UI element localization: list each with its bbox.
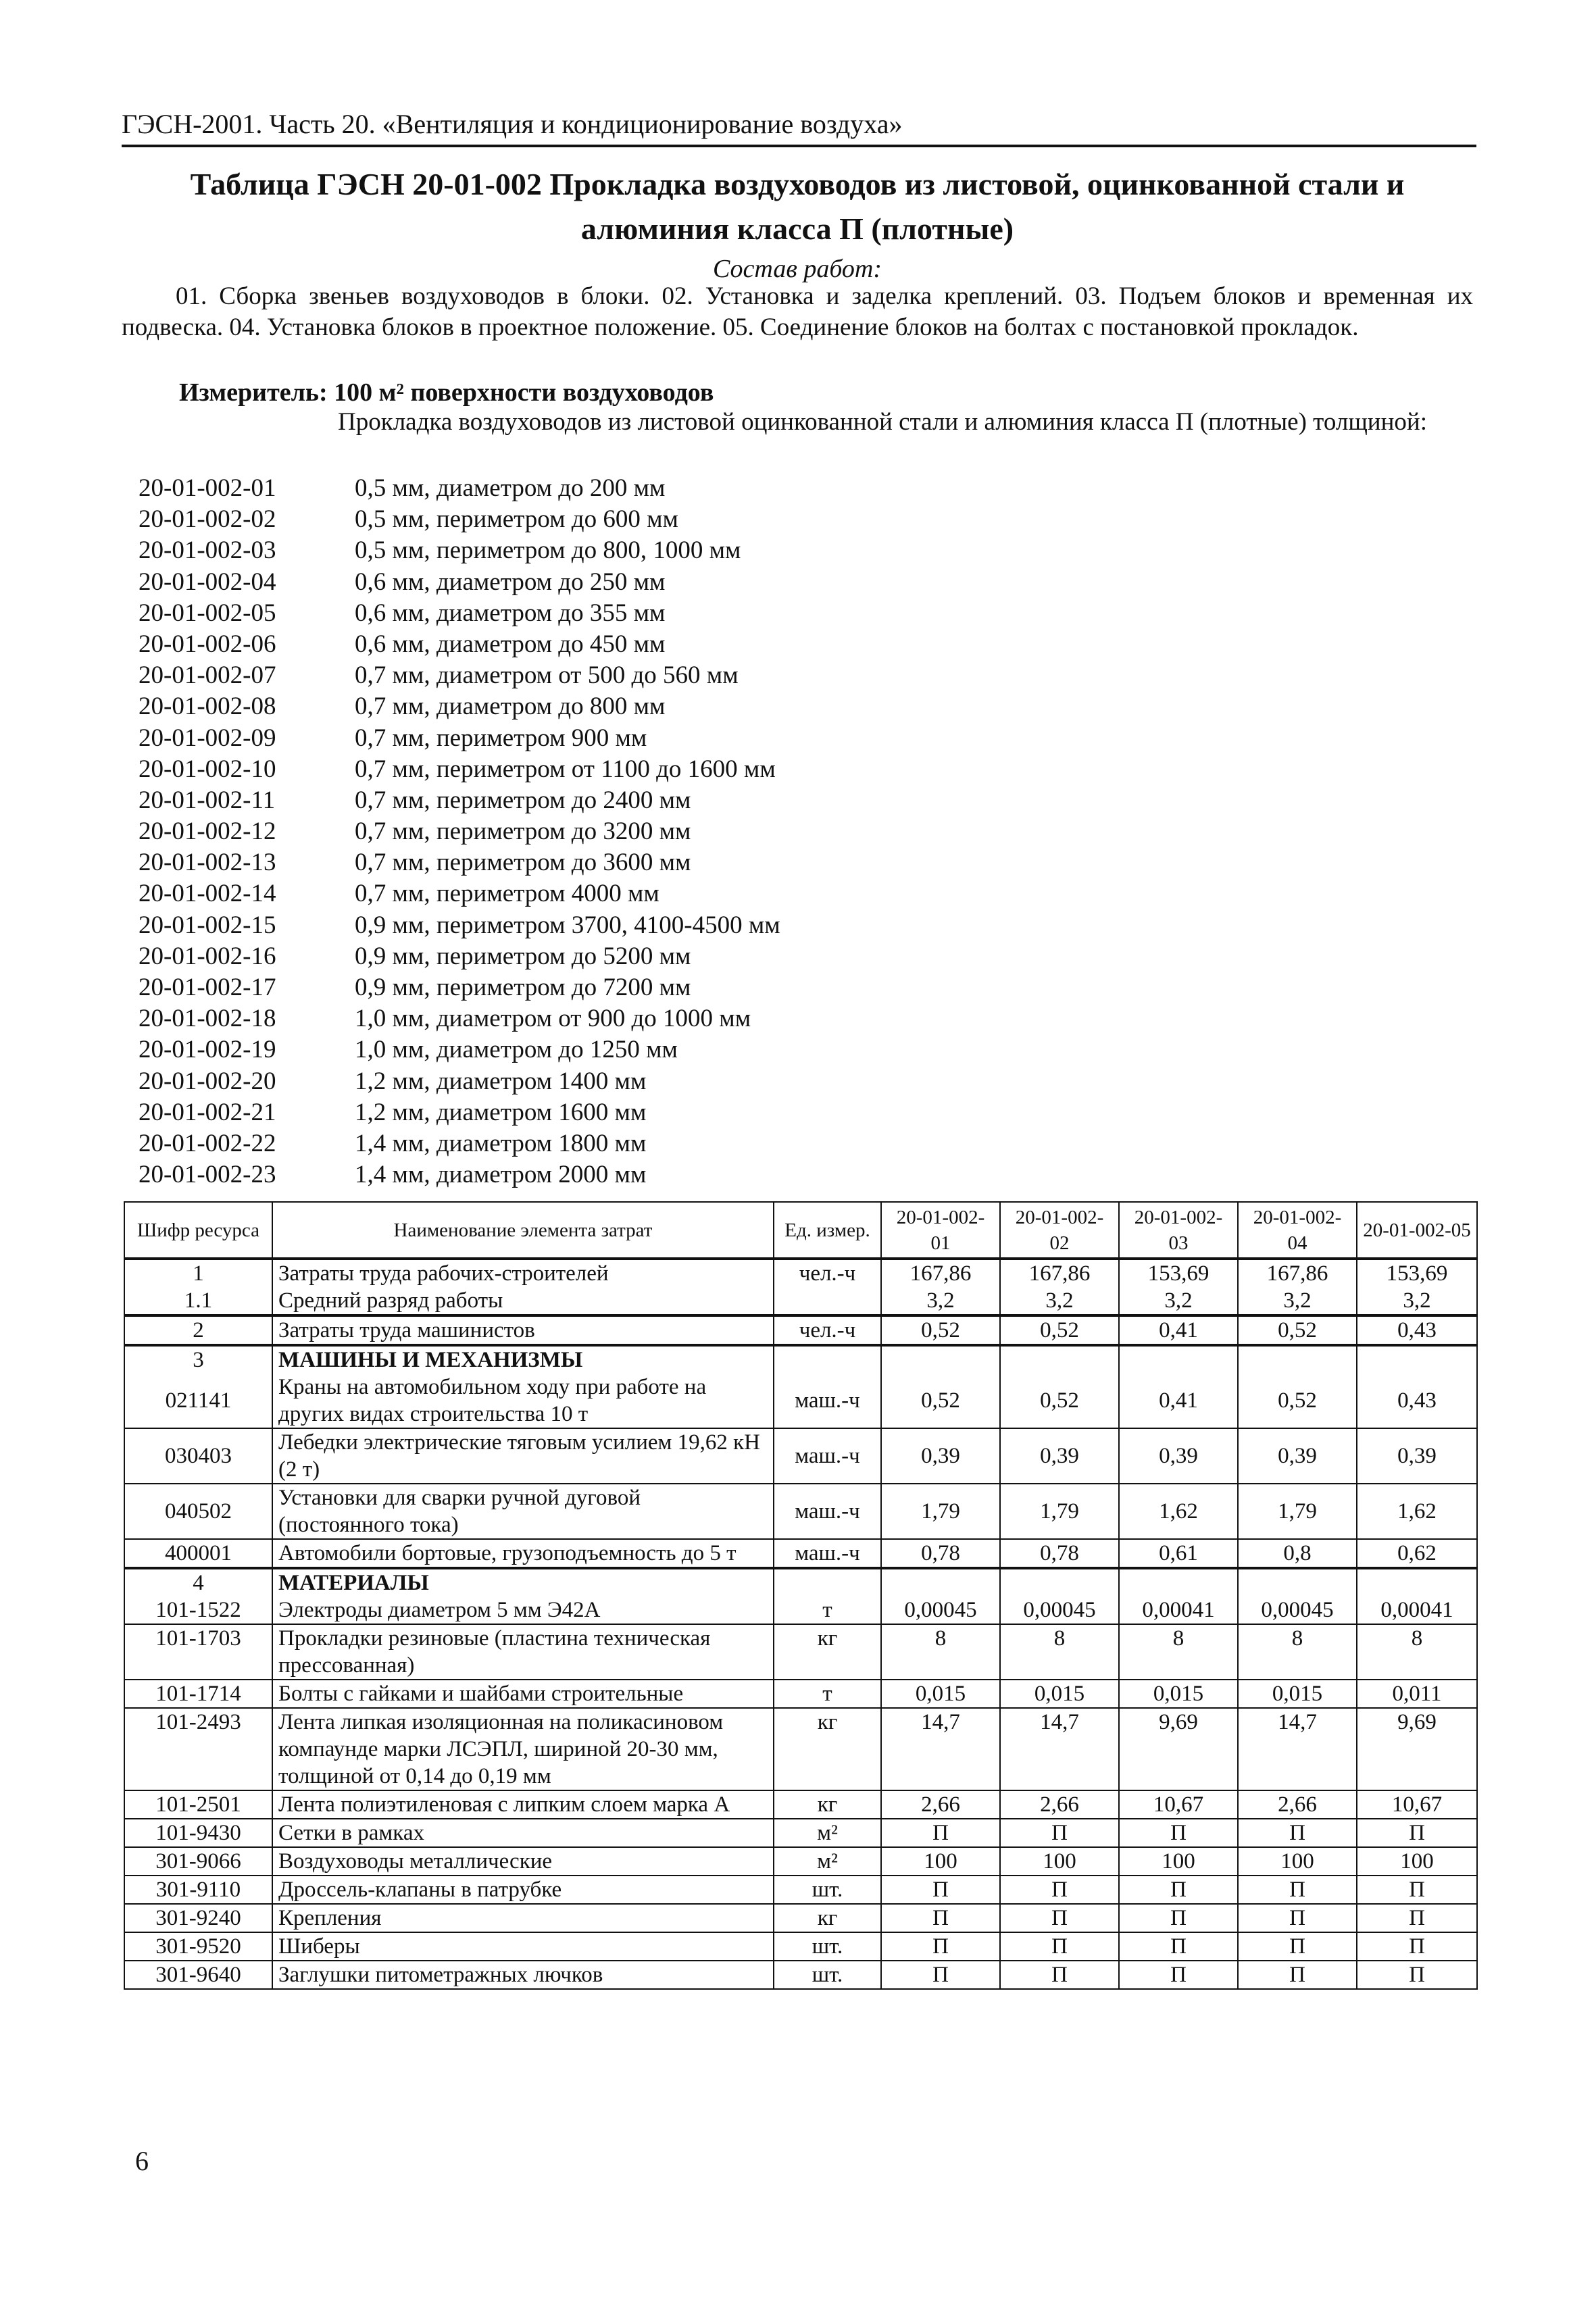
table-row [124, 1624, 1477, 1680]
table-row [124, 1819, 1477, 1847]
cell-value: П [1357, 1932, 1477, 1961]
codes-intro: Прокладка воздуховодов из листовой оцинкованной стали и алюминия класса П (плотные) толщиной: [338, 408, 1427, 436]
header-code: Шифр ресурса [124, 1202, 272, 1259]
table-row [124, 1932, 1477, 1961]
code-description: 0,9 мм, периметром до 5200 мм [355, 942, 691, 970]
cell-value: 8 [1119, 1624, 1238, 1680]
cell-value: П [1238, 1932, 1357, 1961]
cell-value: 0,78 [881, 1539, 1000, 1568]
cell-name: Лента липкая изоляционная на поликасиновом компаунде марки ЛСЭПЛ, шириной 20-30 мм, толщиной от 0,14 до 0,19 мм [272, 1708, 774, 1790]
code-id: 20-01-002-17 [139, 974, 276, 1001]
cell-value: 100 [1357, 1847, 1477, 1876]
cell-value: 1,62 [1119, 1484, 1238, 1539]
cell-value: П [1119, 1904, 1238, 1932]
cell-value [1119, 1568, 1238, 1596]
cell-value: 0,52 [1000, 1315, 1119, 1345]
code-id: 20-01-002-20 [139, 1067, 276, 1095]
cell-unit: маш.-ч [774, 1484, 881, 1539]
code-description: 0,7 мм, периметром от 1100 до 1600 мм [355, 755, 776, 783]
cell-value: 0,39 [1238, 1428, 1357, 1484]
cell-unit: шт. [774, 1932, 881, 1961]
code-id: 20-01-002-14 [139, 880, 276, 908]
table-row [124, 1961, 1477, 1989]
code-list-item [139, 723, 1152, 754]
table-row [124, 1484, 1477, 1539]
cell-name: Затраты труда рабочих-строителей [272, 1259, 774, 1287]
code-description: 0,9 мм, периметром до 7200 мм [355, 974, 691, 1001]
cell-code: 101-9430 [124, 1819, 272, 1847]
cell-code: 021141 [124, 1374, 272, 1428]
cell-value [1238, 1345, 1357, 1374]
cell-value: 0,61 [1119, 1539, 1238, 1568]
cell-value: 3,2 [881, 1287, 1000, 1315]
table-row [124, 1876, 1477, 1904]
cell-value: 0,015 [1000, 1680, 1119, 1708]
cell-name: Сетки в рамках [272, 1819, 774, 1847]
code-description: 1,0 мм, диаметром от 900 до 1000 мм [355, 1005, 751, 1033]
table-row [124, 1315, 1477, 1345]
cell-value [1357, 1345, 1477, 1374]
cell-name: Краны на автомобильном ходу при работе на других видах строительства 10 т [272, 1374, 774, 1428]
cell-value: 1,79 [881, 1484, 1000, 1539]
code-list-item [139, 785, 1152, 816]
page-number: 6 [135, 2146, 149, 2176]
code-list-item [139, 1097, 1152, 1128]
table-row [124, 1596, 1477, 1624]
code-list-item [139, 847, 1152, 878]
cell-value: 2,66 [1000, 1790, 1119, 1819]
cell-name: Заглушки питометражных лючков [272, 1961, 774, 1989]
code-list-item [139, 1066, 1152, 1097]
cell-value: 9,69 [1357, 1708, 1477, 1790]
code-description: 0,5 мм, периметром до 600 мм [355, 505, 678, 534]
code-id: 20-01-002-09 [139, 724, 276, 752]
code-description: 0,6 мм, диаметром до 450 мм [355, 630, 666, 658]
cell-value: 3,2 [1238, 1287, 1357, 1315]
code-list-item [139, 1003, 1152, 1034]
cell-unit: кг [774, 1790, 881, 1819]
cell-value: 167,86 [881, 1259, 1000, 1287]
cell-value: 8 [1238, 1624, 1357, 1680]
code-list-item [139, 473, 1152, 504]
cell-unit: кг [774, 1904, 881, 1932]
cell-value: 0,43 [1357, 1374, 1477, 1428]
cell-value: 8 [1357, 1624, 1477, 1680]
header-name: Наименование элемента затрат [272, 1202, 774, 1259]
cell-value: 0,00041 [1119, 1596, 1238, 1624]
cell-value: 0,00045 [1238, 1596, 1357, 1624]
cell-value: П [1238, 1819, 1357, 1847]
cell-value: 0,52 [881, 1374, 1000, 1428]
code-list-item [139, 691, 1152, 722]
cell-name: Лебедки электрические тяговым усилием 19,62 кН (2 т) [272, 1428, 774, 1484]
header-col-4: 20-01-002-04 [1238, 1202, 1357, 1259]
cell-value: П [1119, 1819, 1238, 1847]
cell-value: 0,00045 [1000, 1596, 1119, 1624]
cell-value: 2,66 [1238, 1790, 1357, 1819]
code-id: 20-01-002-18 [139, 1005, 276, 1033]
cell-unit: чел.-ч [774, 1259, 881, 1287]
table-row [124, 1568, 1477, 1596]
cell-unit: маш.-ч [774, 1428, 881, 1484]
cell-value: 0,52 [1238, 1315, 1357, 1345]
code-list-item [139, 1159, 1152, 1190]
header-col-2: 20-01-002-02 [1000, 1202, 1119, 1259]
cell-code: 301-9520 [124, 1932, 272, 1961]
measure-unit: Измеритель: 100 м² поверхности воздуховодов [179, 378, 714, 407]
code-description: 1,2 мм, диаметром 1600 мм [355, 1098, 647, 1126]
cell-value: П [881, 1961, 1000, 1989]
cell-value: П [1357, 1819, 1477, 1847]
cell-unit: чел.-ч [774, 1315, 881, 1345]
cell-name: Прокладки резиновые (пластина техническая прессованная) [272, 1624, 774, 1680]
work-composition-heading: Состав работ: [712, 255, 882, 283]
cell-code: 101-2493 [124, 1708, 272, 1790]
cell-value: П [881, 1904, 1000, 1932]
cell-unit: шт. [774, 1876, 881, 1904]
code-id: 20-01-002-19 [139, 1036, 276, 1064]
cell-value: 0,015 [1238, 1680, 1357, 1708]
cell-value [881, 1345, 1000, 1374]
code-id: 20-01-002-22 [139, 1129, 276, 1157]
code-id: 20-01-002-16 [139, 942, 276, 970]
cell-code: 3 [124, 1345, 272, 1374]
table-title [122, 162, 1473, 251]
cell-code: 4 [124, 1568, 272, 1596]
cell-name: МАШИНЫ И МЕХАНИЗМЫ [272, 1345, 774, 1374]
cell-value: 8 [881, 1624, 1000, 1680]
table-row [124, 1790, 1477, 1819]
cell-code: 101-2501 [124, 1790, 272, 1819]
cell-name: Электроды диаметром 5 мм Э42А [272, 1596, 774, 1624]
table-row [124, 1708, 1477, 1790]
code-id: 20-01-002-01 [139, 474, 276, 502]
cell-value: П [1000, 1961, 1119, 1989]
cell-value: П [881, 1876, 1000, 1904]
cell-name: Болты с гайками и шайбами строительные [272, 1680, 774, 1708]
cell-value: П [881, 1932, 1000, 1961]
code-description: 1,4 мм, диаметром 2000 мм [355, 1161, 647, 1189]
code-description: 0,5 мм, периметром до 800, 1000 мм [355, 536, 741, 565]
cell-unit: т [774, 1596, 881, 1624]
cell-value: 100 [881, 1847, 1000, 1876]
cell-unit: м² [774, 1819, 881, 1847]
cell-value: 0,39 [1357, 1428, 1477, 1484]
code-description: 1,4 мм, диаметром 1800 мм [355, 1129, 647, 1157]
cell-unit [774, 1287, 881, 1315]
cell-code: 301-9640 [124, 1961, 272, 1989]
code-list-item [139, 754, 1152, 785]
cell-value: 9,69 [1119, 1708, 1238, 1790]
cell-value: 100 [1119, 1847, 1238, 1876]
cell-value: 153,69 [1119, 1259, 1238, 1287]
cell-code: 400001 [124, 1539, 272, 1568]
cell-value: 0,8 [1238, 1539, 1357, 1568]
header-unit: Ед. измер. [774, 1202, 881, 1259]
table-row [124, 1259, 1477, 1287]
cell-unit [774, 1568, 881, 1596]
cell-value: 1,62 [1357, 1484, 1477, 1539]
code-id: 20-01-002-21 [139, 1098, 276, 1126]
cell-value [1000, 1568, 1119, 1596]
cell-code: 1.1 [124, 1287, 272, 1315]
cell-value: 0,39 [1119, 1428, 1238, 1484]
cell-value: 0,00041 [1357, 1596, 1477, 1624]
code-id: 20-01-002-06 [139, 630, 276, 658]
cell-value: 14,7 [1000, 1708, 1119, 1790]
cell-value: П [1000, 1819, 1119, 1847]
cell-value: 100 [1238, 1847, 1357, 1876]
code-list-item [139, 878, 1152, 909]
cell-code: 301-9066 [124, 1847, 272, 1876]
cell-value: 1,79 [1000, 1484, 1119, 1539]
cell-code: 101-1703 [124, 1624, 272, 1680]
cell-value: 100 [1000, 1847, 1119, 1876]
code-list-item [139, 910, 1152, 941]
code-description: 0,7 мм, периметром до 3600 мм [355, 849, 691, 877]
cell-code: 101-1522 [124, 1596, 272, 1624]
code-list-item [139, 941, 1152, 972]
cell-value: 1,79 [1238, 1484, 1357, 1539]
cell-value: 14,7 [1238, 1708, 1357, 1790]
table-title-line-2: алюминия класса П (плотные) [580, 211, 1014, 246]
header-col-5: 20-01-002-05 [1357, 1202, 1477, 1259]
cell-value: 0,39 [881, 1428, 1000, 1484]
resource-table [124, 1201, 1478, 1990]
header-col-3: 20-01-002-03 [1119, 1202, 1238, 1259]
code-description: 0,7 мм, диаметром от 500 до 560 мм [355, 661, 739, 690]
cell-name: Установки для сварки ручной дуговой (постоянного тока) [272, 1484, 774, 1539]
code-list-item [139, 1128, 1152, 1159]
cell-value: 0,015 [1119, 1680, 1238, 1708]
code-list-item [139, 629, 1152, 660]
code-description: 0,7 мм, периметром до 2400 мм [355, 786, 691, 814]
cell-value: П [1238, 1961, 1357, 1989]
work-composition-text: 01. Сборка звеньев воздуховодов в блоки. 02. Установка и заделка креплений. 03. Подъем блоков и временная их подвеска. 04. Установка блоков в проектное положение. 05. Соединение блоков на болтах с постановкой прокладок. [122, 282, 1473, 341]
cell-value: П [1000, 1876, 1119, 1904]
code-id: 20-01-002-08 [139, 693, 276, 721]
cell-value: 14,7 [881, 1708, 1000, 1790]
table-row [124, 1539, 1477, 1568]
cell-value: 0,52 [1238, 1374, 1357, 1428]
cell-value: П [1119, 1932, 1238, 1961]
cell-value: 10,67 [1119, 1790, 1238, 1819]
cell-unit: маш.-ч [774, 1374, 881, 1428]
cell-value: П [1357, 1961, 1477, 1989]
code-list-item [139, 504, 1152, 535]
code-list-item [139, 567, 1152, 598]
code-id: 20-01-002-05 [139, 599, 276, 627]
cell-unit [774, 1345, 881, 1374]
code-id: 20-01-002-11 [139, 786, 276, 814]
cell-name: Дроссель-клапаны в патрубке [272, 1876, 774, 1904]
table-title-line-1: Таблица ГЭСН 20-01-002 Прокладка воздуховодов из листовой, оцинкованной стали и [190, 167, 1405, 201]
cell-unit: маш.-ч [774, 1539, 881, 1568]
cell-value: 167,86 [1000, 1259, 1119, 1287]
cell-value: 0,52 [1000, 1374, 1119, 1428]
table-row [124, 1847, 1477, 1876]
code-description: 0,6 мм, диаметром до 250 мм [355, 568, 666, 596]
cell-value: 10,67 [1357, 1790, 1477, 1819]
code-id: 20-01-002-10 [139, 755, 276, 783]
cell-value: П [1357, 1876, 1477, 1904]
code-description: 0,7 мм, периметром до 3200 мм [355, 818, 691, 846]
code-list-item [139, 816, 1152, 847]
code-id: 20-01-002-12 [139, 818, 276, 846]
code-description: 1,2 мм, диаметром 1400 мм [355, 1067, 647, 1095]
cell-value: 0,43 [1357, 1315, 1477, 1345]
code-description: 0,7 мм, диаметром до 800 мм [355, 693, 666, 721]
cell-name: Средний разряд работы [272, 1287, 774, 1315]
code-list-item [139, 660, 1152, 691]
cell-value: 0,015 [881, 1680, 1000, 1708]
table-row [124, 1680, 1477, 1708]
cell-name: Воздуховоды металлические [272, 1847, 774, 1876]
code-description: 0,5 мм, диаметром до 200 мм [355, 474, 666, 502]
table-row [124, 1904, 1477, 1932]
cell-value: 0,011 [1357, 1680, 1477, 1708]
cell-value: 8 [1000, 1624, 1119, 1680]
code-id: 20-01-002-23 [139, 1161, 276, 1189]
code-list-item [139, 972, 1152, 1003]
cell-value: 0,41 [1119, 1374, 1238, 1428]
cell-value [1119, 1345, 1238, 1374]
cell-value: 0,62 [1357, 1539, 1477, 1568]
cell-value: П [1238, 1876, 1357, 1904]
code-description: 0,6 мм, диаметром до 355 мм [355, 599, 666, 627]
cell-value: 2,66 [881, 1790, 1000, 1819]
code-list [139, 473, 1152, 1190]
cell-code: 101-1714 [124, 1680, 272, 1708]
cell-code: 030403 [124, 1428, 272, 1484]
cell-code: 1 [124, 1259, 272, 1287]
cell-value: 0,78 [1000, 1539, 1119, 1568]
cell-value [1000, 1345, 1119, 1374]
cell-value: 3,2 [1119, 1287, 1238, 1315]
cell-value: 3,2 [1000, 1287, 1119, 1315]
code-id: 20-01-002-13 [139, 849, 276, 877]
code-description: 0,7 мм, периметром 4000 мм [355, 880, 659, 908]
code-description: 0,9 мм, периметром 3700, 4100-4500 мм [355, 911, 780, 939]
code-list-item [139, 1034, 1152, 1065]
code-description: 0,7 мм, периметром 900 мм [355, 724, 647, 752]
cell-value: П [1238, 1904, 1357, 1932]
cell-value: П [1000, 1932, 1119, 1961]
cell-value [1238, 1568, 1357, 1596]
cell-value: 0,52 [881, 1315, 1000, 1345]
cell-unit: м² [774, 1847, 881, 1876]
table-row [124, 1287, 1477, 1315]
cell-value: 153,69 [1357, 1259, 1477, 1287]
header-col-1: 20-01-002-01 [881, 1202, 1000, 1259]
code-list-item [139, 598, 1152, 629]
code-id: 20-01-002-02 [139, 505, 276, 534]
cell-code: 040502 [124, 1484, 272, 1539]
cell-value: 0,41 [1119, 1315, 1238, 1345]
cell-code: 301-9110 [124, 1876, 272, 1904]
code-id: 20-01-002-03 [139, 536, 276, 565]
cell-unit: шт. [774, 1961, 881, 1989]
table-header-row [124, 1202, 1477, 1259]
cell-name: Крепления [272, 1904, 774, 1932]
cell-value [881, 1568, 1000, 1596]
cell-value: 3,2 [1357, 1287, 1477, 1315]
cell-value: 167,86 [1238, 1259, 1357, 1287]
cell-value: П [1000, 1904, 1119, 1932]
cell-name: МАТЕРИАЛЫ [272, 1568, 774, 1596]
cell-name: Автомобили бортовые, грузоподъемность до 5 т [272, 1539, 774, 1568]
cell-code: 2 [124, 1315, 272, 1345]
table-row [124, 1428, 1477, 1484]
code-description: 1,0 мм, диаметром до 1250 мм [355, 1036, 678, 1064]
running-header: ГЭСН-2001. Часть 20. «Вентиляция и кондиционирование воздуха» [122, 108, 1476, 147]
cell-value: 0,39 [1000, 1428, 1119, 1484]
code-id: 20-01-002-15 [139, 911, 276, 939]
cell-value [1357, 1568, 1477, 1596]
cell-value: П [1357, 1904, 1477, 1932]
cell-unit: кг [774, 1708, 881, 1790]
table-row [124, 1374, 1477, 1428]
cell-code: 301-9240 [124, 1904, 272, 1932]
cell-value: П [1119, 1876, 1238, 1904]
code-id: 20-01-002-07 [139, 661, 276, 690]
cell-name: Шиберы [272, 1932, 774, 1961]
code-id: 20-01-002-04 [139, 568, 276, 596]
cell-name: Лента полиэтиленовая с липким слоем марка А [272, 1790, 774, 1819]
table-row [124, 1345, 1477, 1374]
cell-unit: т [774, 1680, 881, 1708]
cell-unit: кг [774, 1624, 881, 1680]
cell-value: П [1119, 1961, 1238, 1989]
cell-value: 0,00045 [881, 1596, 1000, 1624]
cell-name: Затраты труда машинистов [272, 1315, 774, 1345]
cell-value: П [881, 1819, 1000, 1847]
code-list-item [139, 535, 1152, 566]
